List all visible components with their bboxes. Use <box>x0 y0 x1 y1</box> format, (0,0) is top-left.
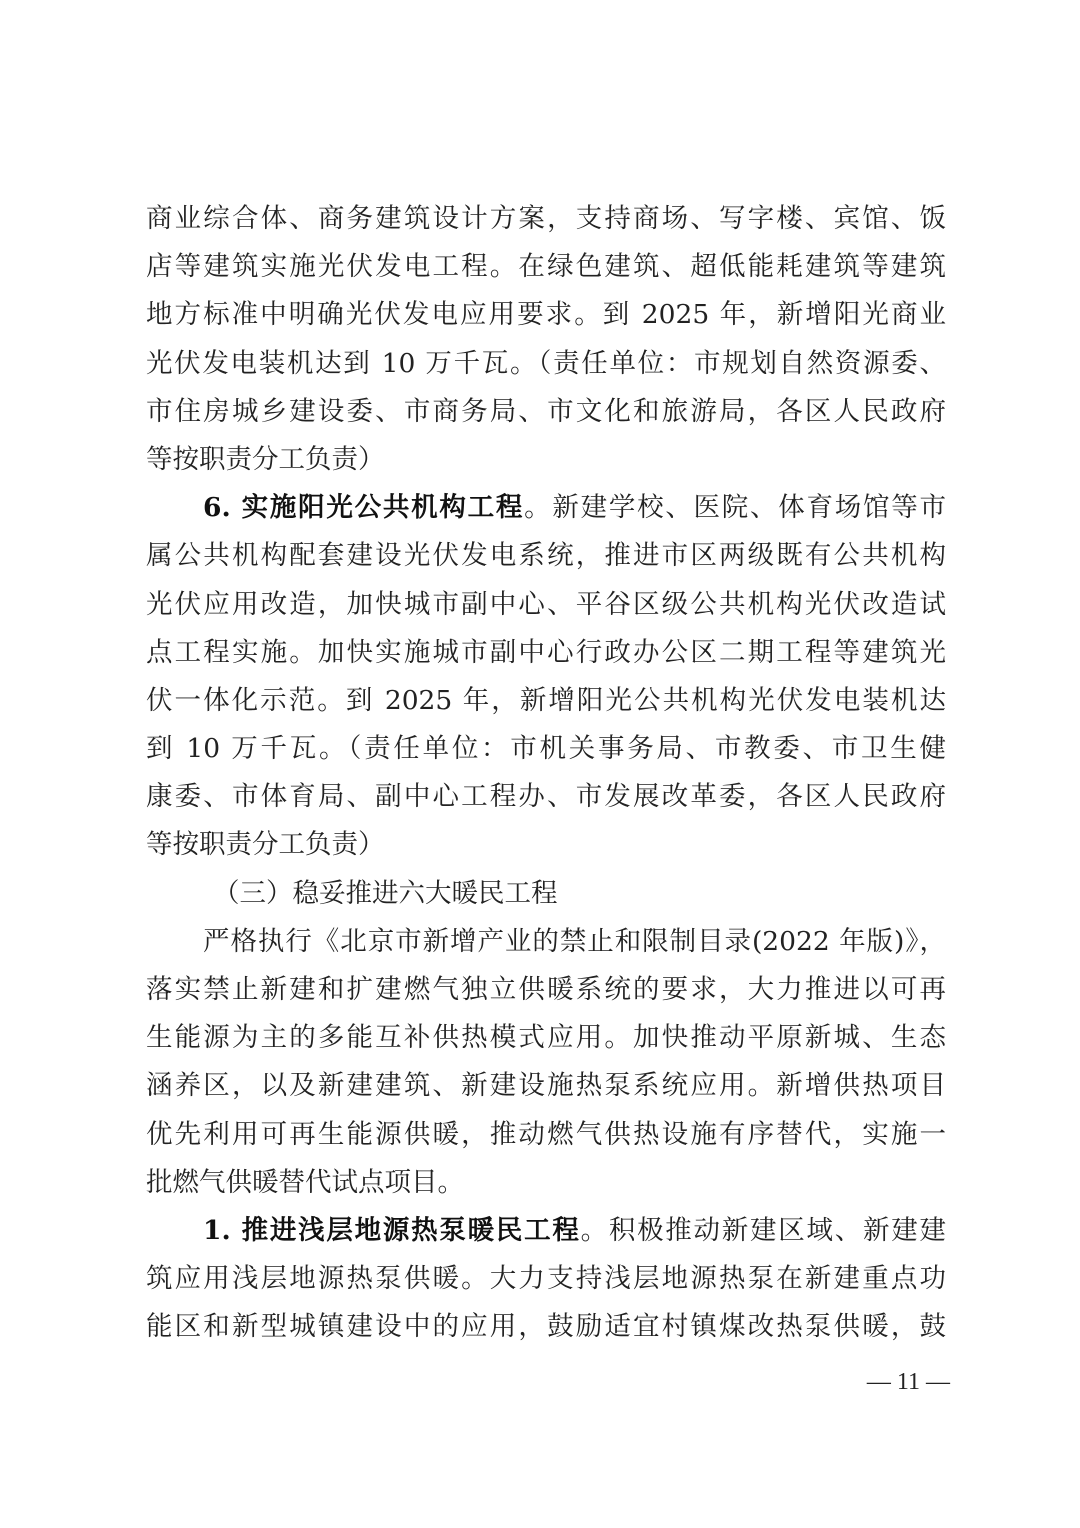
paragraph-line: 到 10 万千瓦。（责任单位：市机关事务局、市教委、市卫生健 <box>146 733 946 765</box>
section-6-first-line <box>146 484 946 532</box>
document-body <box>146 195 946 1352</box>
paragraph-line: 地方标准中明确光伏发电应用要求。到 2025 年，新增阳光商业 <box>146 299 946 331</box>
section-heading: （三）稳妥推进六大暖民工程 <box>213 877 558 909</box>
paragraph-line: 市住房城乡建设委、市商务局、市文化和旅游局，各区人民政府 <box>146 395 946 427</box>
paragraph-line: 批燃气供暖替代试点项目。 <box>146 1166 464 1198</box>
paragraph-line: 等按职责分工负责） <box>146 829 385 861</box>
subsection-1-first-line <box>146 1207 946 1255</box>
subsection-1-text: 。积极推动新建区域、新建建 <box>580 1214 947 1246</box>
paragraph-line: 店等建筑实施光伏发电工程。在绿色建筑、超低能耗建筑等建筑 <box>146 251 946 283</box>
paragraph-line: 筑应用浅层地源热泵供暖。大力支持浅层地源热泵在新建重点功 <box>146 1263 946 1295</box>
paragraph-line: 伏一体化示范。到 2025 年，新增阳光公共机构光伏发电装机达 <box>146 684 946 716</box>
paragraph-line: 优先利用可再生能源供暖，推动燃气供热设施有序替代，实施一 <box>146 1118 946 1150</box>
subsection-1-title: 1. 推进浅层地源热泵暖民工程 <box>203 1214 581 1246</box>
paragraph-line: 能区和新型城镇建设中的应用，鼓励适宜村镇煤改热泵供暖，鼓 <box>146 1311 946 1343</box>
paragraph-line: 属公共机构配套建设光伏发电系统，推进市区两级既有公共机构 <box>146 540 946 572</box>
paragraph-line: 商业综合体、商务建筑设计方案，支持商场、写字楼、宾馆、饭 <box>146 203 946 234</box>
paragraph-line: 生能源为主的多能互补供热模式应用。加快推动平原新城、生态 <box>146 1022 946 1054</box>
paragraph-line: 光伏发电装机达到 10 万千瓦。（责任单位：市规划自然资源委、 <box>146 347 946 379</box>
paragraph-line: 落实禁止新建和扩建燃气独立供暖系统的要求，大力推进以可再 <box>146 974 946 1005</box>
section-6-text: 。新建学校、医院、体育场馆等市 <box>524 492 947 524</box>
paragraph-line: 点工程实施。加快实施城市副中心行政办公区二期工程等建筑光 <box>146 636 946 668</box>
paragraph-line: 光伏应用改造，加快城市副中心、平谷区级公共机构光伏改造试 <box>146 588 946 620</box>
paragraph-line: 康委、市体育局、副中心工程办、市发展改革委，各区人民政府 <box>146 781 946 813</box>
paragraph-line: 严格执行《北京市新增产业的禁止和限制目录(2022 年版)》， <box>203 925 946 957</box>
section-6-title: 6. 实施阳光公共机构工程 <box>203 492 525 524</box>
page-number: — 11 — <box>866 1369 950 1395</box>
paragraph-line: 涵养区，以及新建建筑、新建设施热泵系统应用。新增供热项目 <box>146 1070 946 1102</box>
paragraph-line: 等按职责分工负责） <box>146 443 385 475</box>
